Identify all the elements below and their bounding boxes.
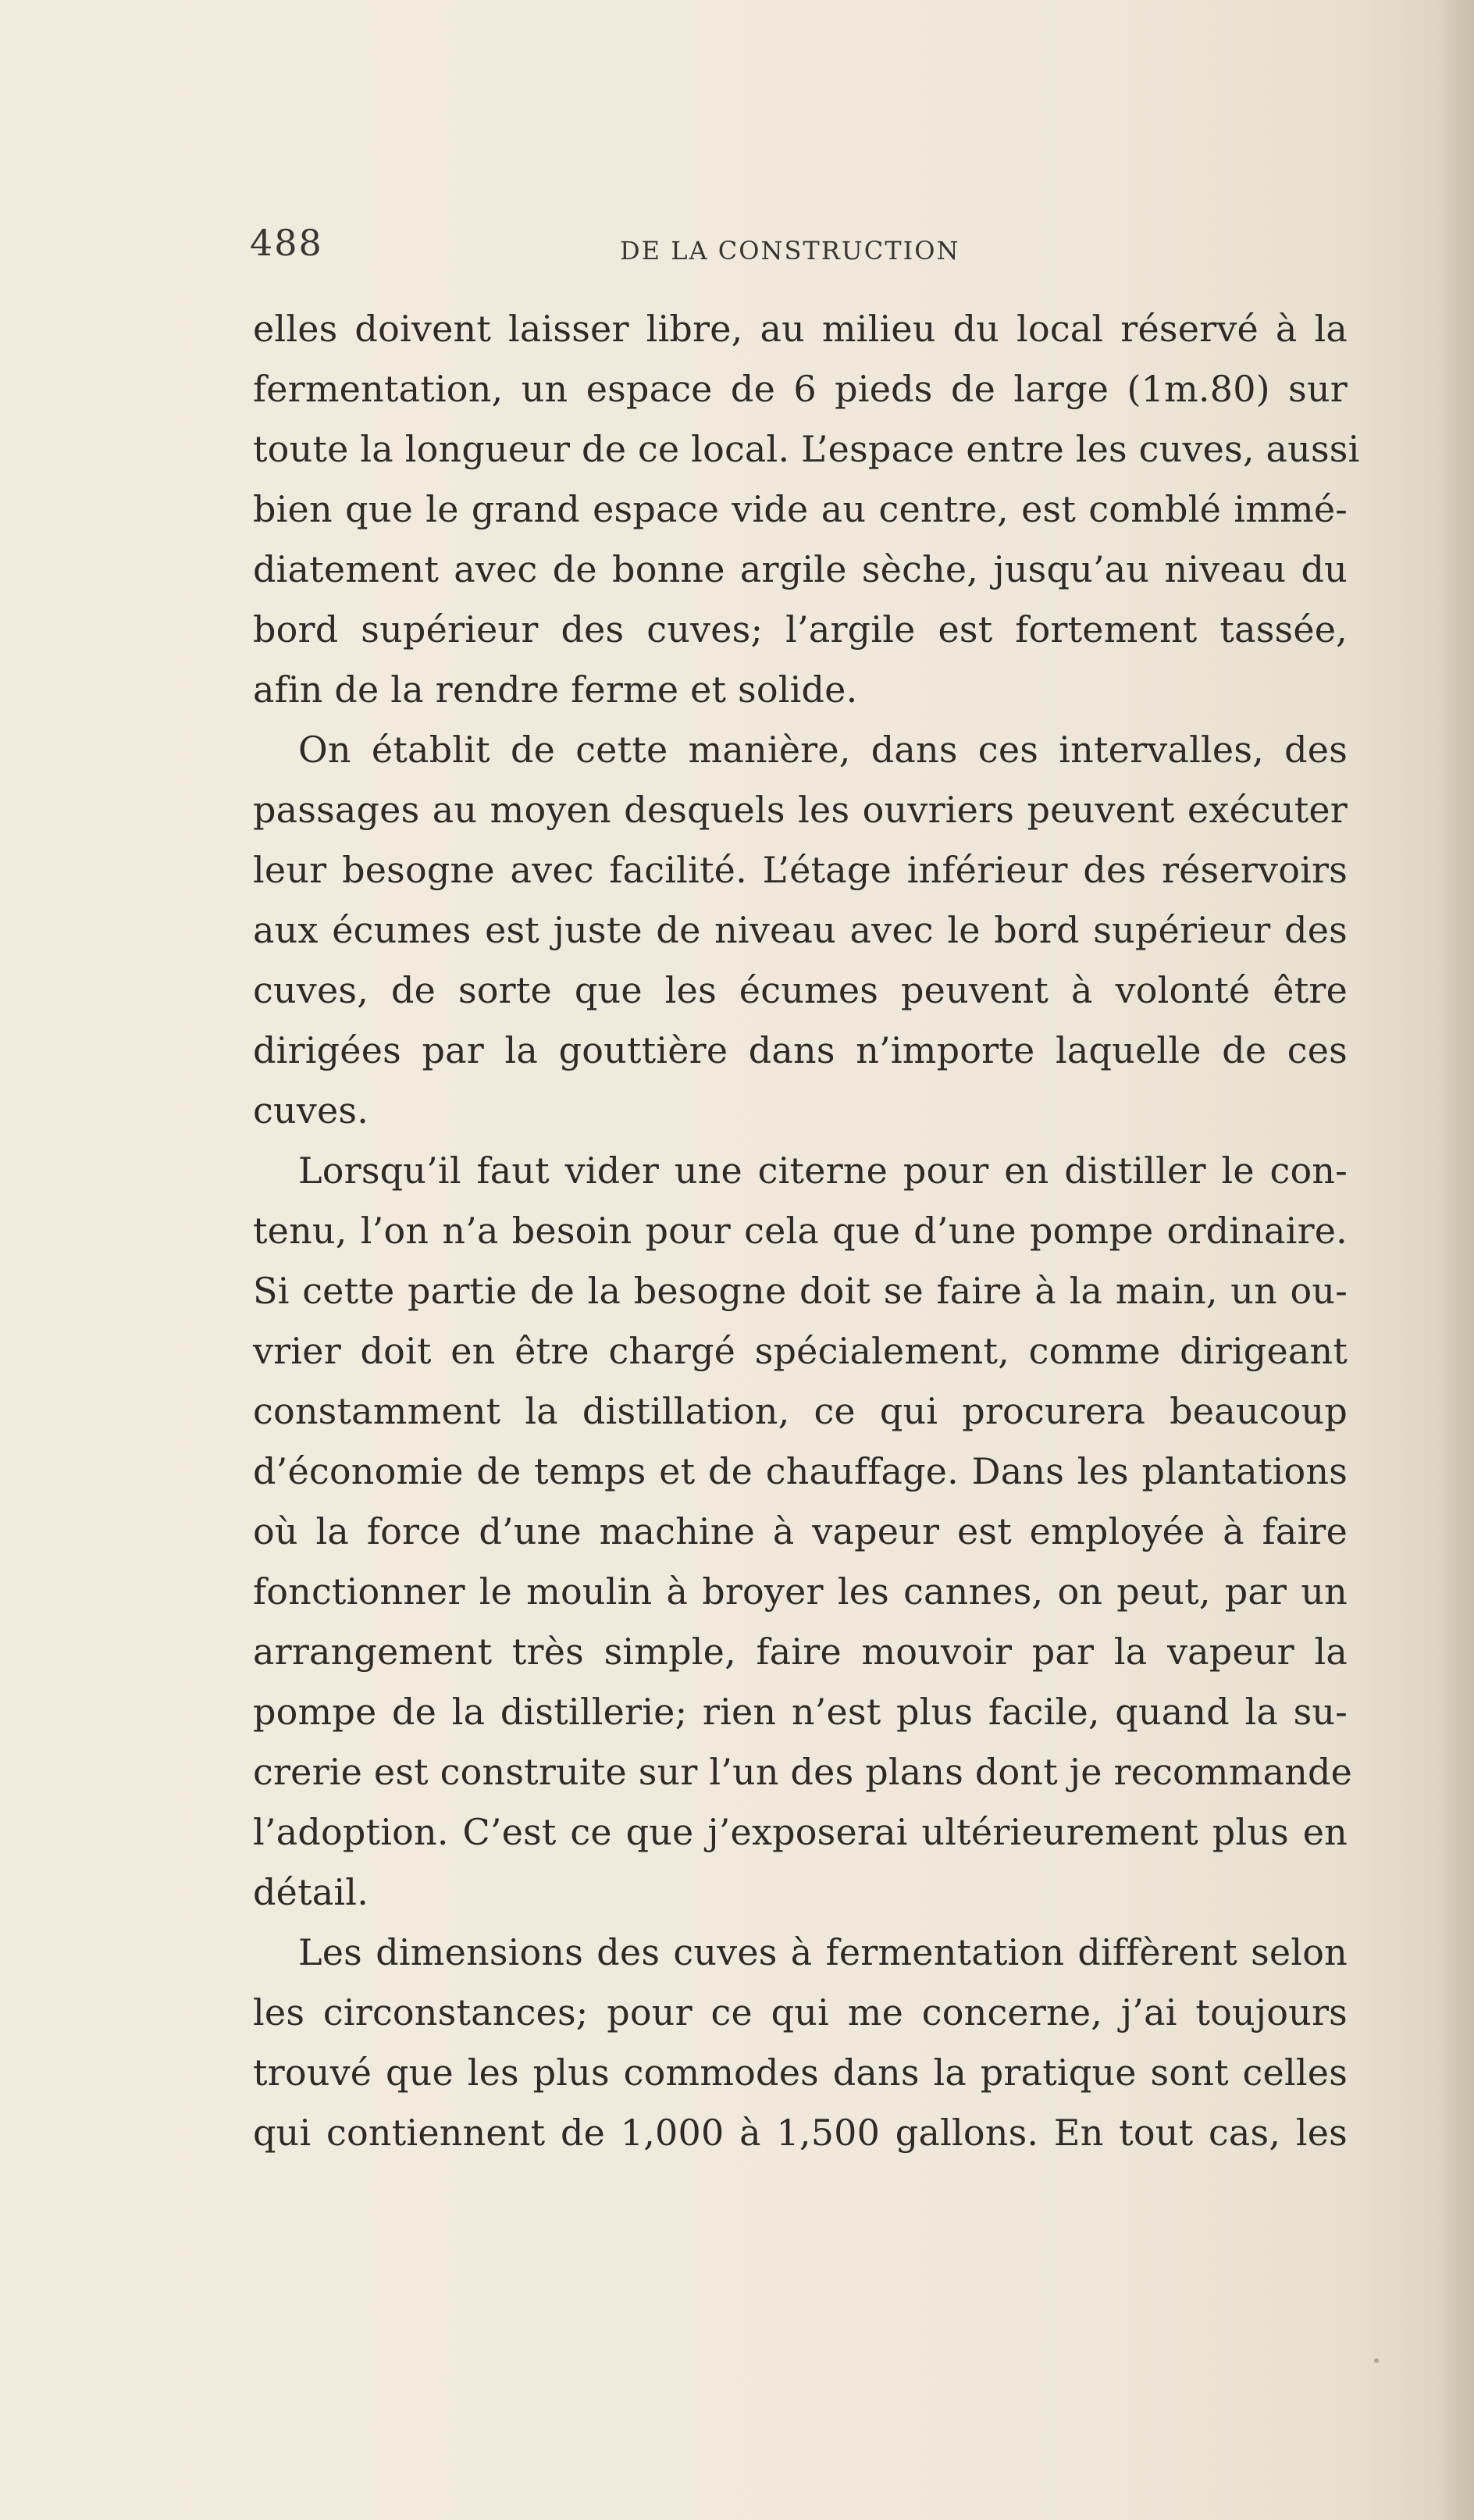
paper-speck xyxy=(1374,2358,1379,2363)
text-line: cuves. xyxy=(253,1089,369,1132)
paragraph xyxy=(253,1141,1353,1923)
body-text xyxy=(253,299,1360,2163)
text-line: leur besogne avec facilité. L’étage inférieur des réservoirs xyxy=(253,849,1348,891)
paragraph xyxy=(253,720,1348,1141)
text-line: cuves, de sorte que les écumes peuvent à volonté être xyxy=(253,969,1348,1011)
text-line: crerie est construite sur l’un des plans dont je recommande xyxy=(253,1751,1353,1793)
text-line: passages au moyen desquels les ouvriers peuvent exécuter xyxy=(253,789,1348,831)
text-line: l’adoption. C’est ce que j’exposerai ultérieurement plus en xyxy=(253,1811,1348,1853)
text-line: Les dimensions des cuves à fermentation diffèrent selon xyxy=(298,1931,1348,1973)
text-line: dirigées par la gouttière dans n’importe laquelle de ces xyxy=(253,1029,1348,1071)
text-line: qui contiennent de 1,000 à 1,500 gallons. En tout cas, les xyxy=(253,2112,1348,2154)
text-line: les circonstances; pour ce qui me concerne, j’ai toujours xyxy=(253,1991,1348,2033)
text-line: où la force d’une machine à vapeur est employée à faire xyxy=(253,1510,1348,1552)
text-line: Lorsqu’il faut vider une citerne pour en distiller le con- xyxy=(298,1150,1348,1192)
running-title: DE LA CONSTRUCTION xyxy=(620,236,960,266)
text-line: vrier doit en être chargé spécialement, comme dirigeant xyxy=(253,1330,1348,1372)
text-line: d’économie de temps et de chauffage. Dans les plantations xyxy=(253,1450,1348,1492)
text-line: diatement avec de bonne argile sèche, jusqu’au niveau du xyxy=(253,548,1348,590)
text-line: On établit de cette manière, dans ces intervalles, des xyxy=(298,729,1348,771)
text-line: tenu, l’on n’a besoin pour cela que d’une pompe ordinaire. xyxy=(253,1210,1348,1252)
text-line: fonctionner le moulin à broyer les cannes, on peut, par un xyxy=(253,1570,1348,1613)
text-line: bord supérieur des cuves; l’argile est fortement tassée, xyxy=(253,608,1348,650)
text-line: pompe de la distillerie; rien n’est plus facile, quand la su- xyxy=(253,1691,1348,1733)
text-line: bien que le grand espace vide au centre, est comblé immé- xyxy=(253,488,1348,530)
text-line: constamment la distillation, ce qui procurera beaucoup xyxy=(253,1390,1348,1432)
text-line: fermentation, un espace de 6 pieds de large (1m.80) sur xyxy=(253,368,1348,410)
text-line: détail. xyxy=(253,1871,369,1913)
page-number: 488 xyxy=(250,222,323,264)
page-edge-shadow xyxy=(1438,0,1474,2520)
text-line: trouvé que les plus commodes dans la pratique sont celles xyxy=(253,2051,1348,2094)
text-line: arrangement très simple, faire mouvoir par la vapeur la xyxy=(253,1631,1348,1673)
running-head xyxy=(250,222,1358,269)
text-line: aux écumes est juste de niveau avec le bord supérieur des xyxy=(253,909,1348,951)
text-line: elles doivent laisser libre, au milieu du local réservé à la xyxy=(253,308,1348,350)
paragraph xyxy=(253,299,1360,720)
text-line: Si cette partie de la besogne doit se faire à la main, un ou- xyxy=(253,1270,1348,1312)
text-line: afin de la rendre ferme et solide. xyxy=(253,668,858,711)
text-line: toute la longueur de ce local. L’espace entre les cuves, aussi xyxy=(253,428,1360,470)
paragraph xyxy=(253,1923,1348,2163)
